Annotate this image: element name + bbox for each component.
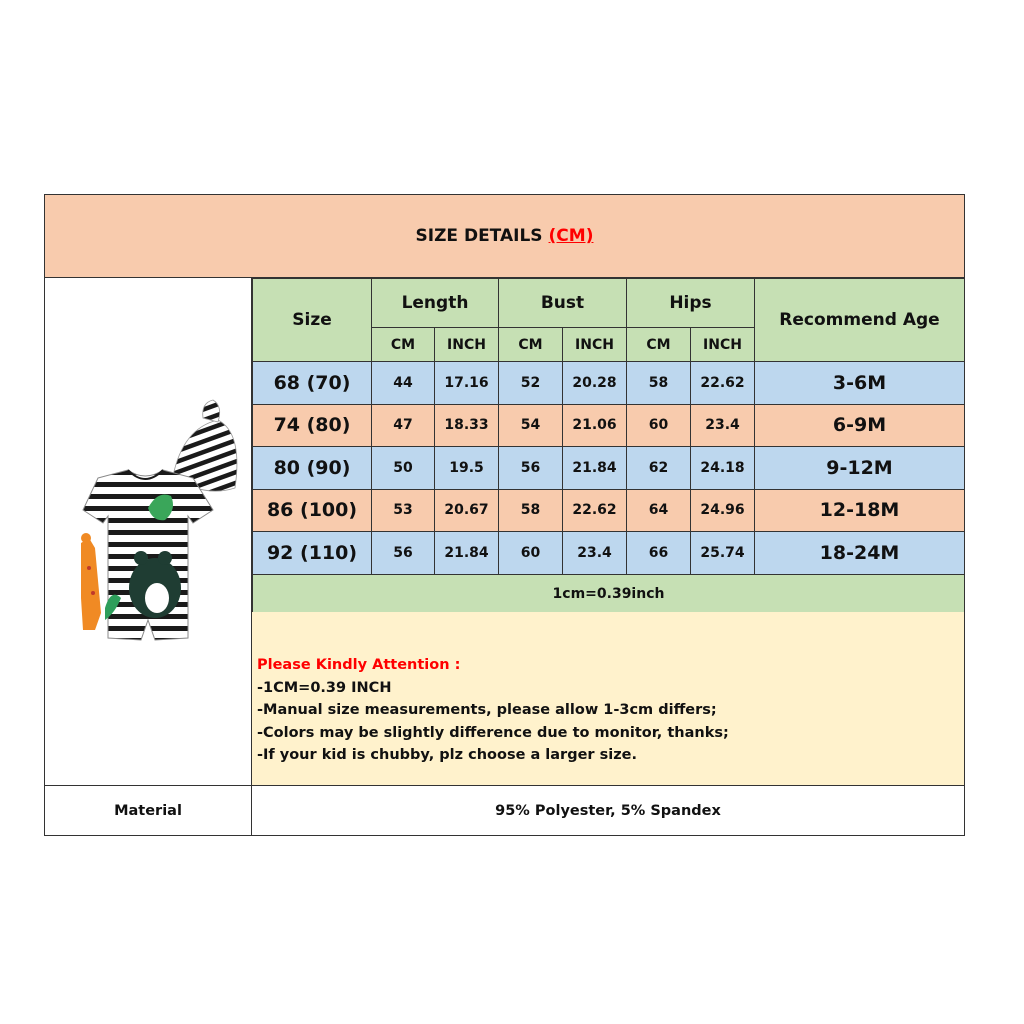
cell-hips-cm: 60 — [627, 404, 691, 447]
cell-bust-inch: 21.06 — [563, 404, 627, 447]
subheader-hips-inch: INCH — [691, 328, 755, 362]
cell-bust-cm: 54 — [499, 404, 563, 447]
cell-bust-cm: 60 — [499, 532, 563, 575]
notes-line: -Colors may be slightly difference due to monitor, thanks; — [257, 724, 729, 741]
cell-bust-cm: 52 — [499, 362, 563, 405]
cell-size: 80 (90) — [253, 447, 372, 490]
cell-hips-inch: 22.62 — [691, 362, 755, 405]
cell-length-cm: 53 — [372, 489, 435, 532]
cell-size: 68 (70) — [253, 362, 372, 405]
product-image-cell — [45, 278, 252, 785]
title-unit: (CM) — [548, 226, 594, 246]
cell-bust-cm: 58 — [499, 489, 563, 532]
title-label: SIZE DETAILS — [415, 226, 543, 246]
table-row — [253, 489, 965, 532]
table-row — [253, 532, 965, 575]
cell-length-inch: 18.33 — [435, 404, 499, 447]
cell-age: 12-18M — [755, 489, 965, 532]
cell-length-inch: 20.67 — [435, 489, 499, 532]
size-chart-sheet — [44, 194, 965, 836]
cell-bust-cm: 56 — [499, 447, 563, 490]
cell-length-inch: 19.5 — [435, 447, 499, 490]
cell-hips-inch: 24.96 — [691, 489, 755, 532]
cell-bust-inch: 21.84 — [563, 447, 627, 490]
subheader-hips-cm: CM — [627, 328, 691, 362]
table-row — [253, 404, 965, 447]
conversion-note: 1cm=0.39inch — [253, 574, 965, 613]
cell-age: 18-24M — [755, 532, 965, 575]
cell-length-inch: 21.84 — [435, 532, 499, 575]
cell-hips-inch: 23.4 — [691, 404, 755, 447]
cell-hips-cm: 66 — [627, 532, 691, 575]
material-label: Material — [45, 786, 252, 835]
cell-hips-cm: 62 — [627, 447, 691, 490]
cell-bust-inch: 20.28 — [563, 362, 627, 405]
cell-hips-cm: 64 — [627, 489, 691, 532]
cell-size: 74 (80) — [253, 404, 372, 447]
cell-length-cm: 47 — [372, 404, 435, 447]
cell-length-inch: 17.16 — [435, 362, 499, 405]
subheader-length-cm: CM — [372, 328, 435, 362]
notes-line: -If your kid is chubby, plz choose a larger size. — [257, 747, 638, 763]
header-bust: Bust — [499, 279, 627, 328]
cell-age: 3-6M — [755, 362, 965, 405]
notes-heading: Please Kindly Attention : — [257, 657, 461, 673]
cell-length-cm: 44 — [372, 362, 435, 405]
cell-hips-cm: 58 — [627, 362, 691, 405]
cell-length-cm: 56 — [372, 532, 435, 575]
title-bar — [45, 195, 964, 278]
cell-size: 86 (100) — [253, 489, 372, 532]
size-table — [252, 278, 965, 614]
cell-bust-inch: 23.4 — [563, 532, 627, 575]
cell-hips-inch: 25.74 — [691, 532, 755, 575]
subheader-bust-inch: INCH — [563, 328, 627, 362]
header-size: Size — [253, 279, 372, 362]
subheader-bust-cm: CM — [499, 328, 563, 362]
material-value: 95% Polyester, 5% Spandex — [495, 802, 721, 819]
notes-line: -1CM=0.39 INCH — [257, 679, 392, 696]
material-row — [45, 785, 964, 835]
notes-panel — [252, 612, 964, 785]
cell-age: 6-9M — [755, 404, 965, 447]
cell-bust-inch: 22.62 — [563, 489, 627, 532]
cell-length-cm: 50 — [372, 447, 435, 490]
cell-age: 9-12M — [755, 447, 965, 490]
header-hips: Hips — [627, 279, 755, 328]
notes-line: -Manual size measurements, please allow 1-3cm differs; — [257, 702, 717, 718]
cell-size: 92 (110) — [253, 532, 372, 575]
header-length: Length — [372, 279, 499, 328]
header-recommend-age: Recommend Age — [755, 279, 965, 362]
subheader-length-inch: INCH — [435, 328, 499, 362]
table-row — [253, 447, 965, 490]
cell-hips-inch: 24.18 — [691, 447, 755, 490]
table-row — [253, 362, 965, 405]
baby-romper-image — [53, 398, 243, 648]
